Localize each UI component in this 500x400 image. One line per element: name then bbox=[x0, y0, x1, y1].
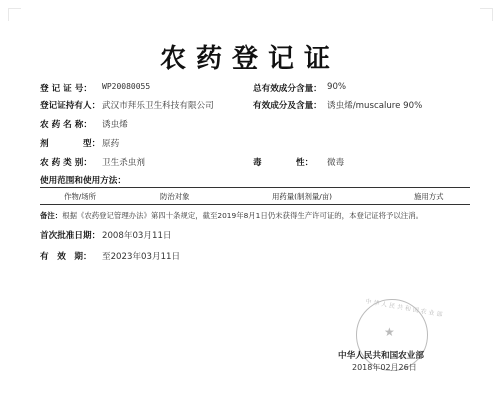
document-title: 农药登记证 bbox=[159, 44, 340, 74]
usage-table-header bbox=[40, 187, 470, 205]
form-value: 原药 bbox=[102, 139, 120, 149]
name-label: 农 药 名 称： bbox=[40, 120, 92, 130]
valid-until-label: 有 效 期： bbox=[40, 252, 92, 262]
remarks bbox=[40, 210, 480, 221]
remarks-value: 根据《农药登记管理办法》第四十条规定，截至2019年8月1日仍未获得生产许可证的，本登记证将予以注消。 bbox=[62, 211, 423, 220]
valid-until-value: 至2023年03月11日 bbox=[102, 252, 181, 262]
total-content-value: 90% bbox=[327, 82, 347, 92]
toxicity-label: 毒 性： bbox=[253, 158, 314, 168]
first-approval-label: 首次批准日期： bbox=[40, 231, 101, 241]
seal-star-icon: ★ bbox=[384, 325, 395, 339]
active-label: 有效成分及含量： bbox=[253, 101, 322, 111]
watermark-corner bbox=[8, 8, 21, 21]
usage-label: 使用范围和使用方法： bbox=[40, 176, 126, 186]
category-label: 农 药 类 别： bbox=[40, 158, 92, 168]
table-header-target: 防治对象 bbox=[160, 192, 190, 201]
table-header-dosage: 用药量(制剂量/亩) bbox=[272, 192, 332, 201]
seal-text: 中华人民共和国农业部 bbox=[364, 298, 445, 319]
toxicity-value: 微毒 bbox=[327, 158, 345, 168]
issue-date: 2018年02月26日 bbox=[352, 363, 417, 372]
issuer: 中华人民共和国农业部 bbox=[338, 351, 424, 361]
table-header-method: 施用方式 bbox=[414, 192, 444, 201]
reg-no-value: WP20080055 bbox=[102, 82, 151, 91]
watermark-corner bbox=[480, 8, 493, 21]
holder-value: 武汉市拜乐卫生科技有限公司 bbox=[102, 101, 214, 111]
reg-no-label: 登 记 证 号： bbox=[40, 84, 92, 94]
category-value: 卫生杀虫剂 bbox=[102, 158, 145, 168]
total-content-label: 总有效成分含量： bbox=[253, 84, 322, 94]
remarks-label: 备注： bbox=[40, 211, 63, 220]
active-value: 诱虫烯/muscalure 90% bbox=[327, 101, 423, 111]
table-header-crop: 作物/场所 bbox=[64, 192, 97, 201]
holder-label: 登记证持有人： bbox=[40, 101, 101, 111]
name-value: 诱虫烯 bbox=[102, 120, 128, 130]
form-label: 剂 型： bbox=[40, 139, 101, 149]
first-approval-value: 2008年03月11日 bbox=[102, 231, 172, 241]
